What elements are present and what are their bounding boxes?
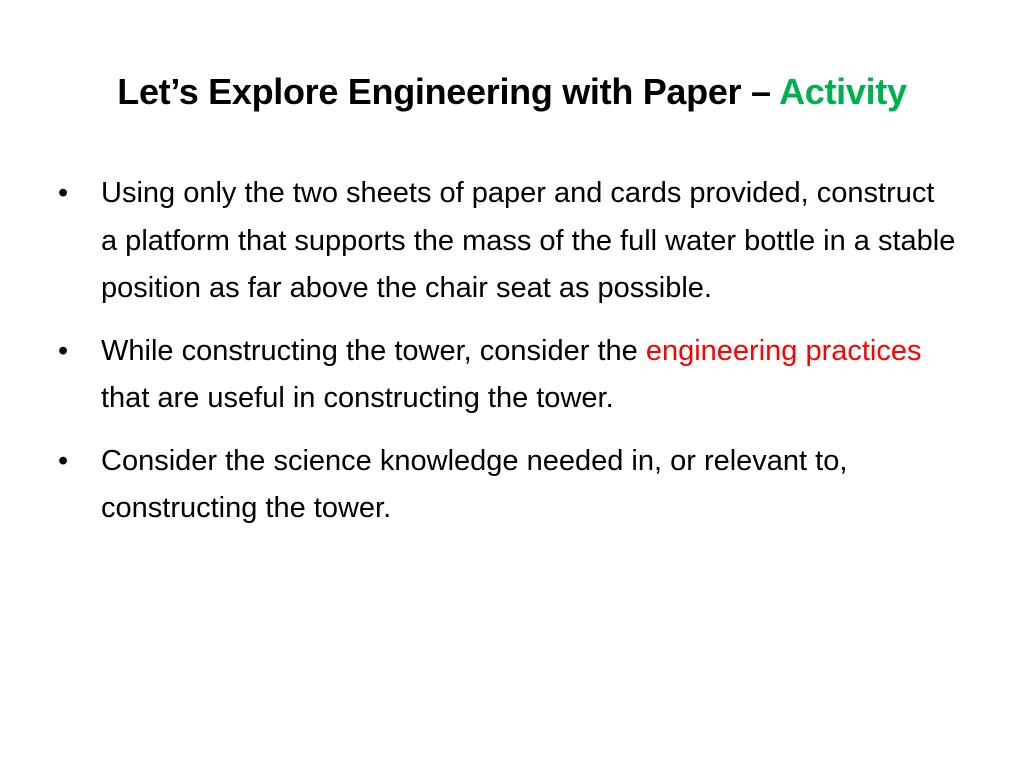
bullet-marker: • [58, 177, 69, 209]
slide-title [0, 62, 1024, 122]
bullet-marker: • [58, 334, 69, 367]
engineering-practices-highlight: engineering practices [645, 334, 922, 367]
bullet-text-2-before: While constructing the tower, consider the [101, 334, 646, 367]
bullet-text-1: Using only the two sheets of paper and cards provided, construct a platform that supports the mass of the full water bottle in a stable position as far above the chair seat as possible. [101, 177, 956, 304]
bullet-item-3 [58, 438, 958, 533]
bullet-item-1 [58, 170, 958, 313]
slide-title-main: Let’s Explore Engineering with Paper – [117, 71, 780, 112]
bullet-text-2-after: that are useful in constructing the tower. [101, 382, 614, 414]
bullet-list [58, 170, 958, 548]
slide-title-accent: Activity [779, 71, 907, 112]
bullet-text-3: Consider the science knowledge needed in, or relevant to, constructing the tower. [101, 444, 848, 524]
bullet-marker: • [58, 444, 69, 477]
bullet-item-2 [58, 328, 958, 423]
